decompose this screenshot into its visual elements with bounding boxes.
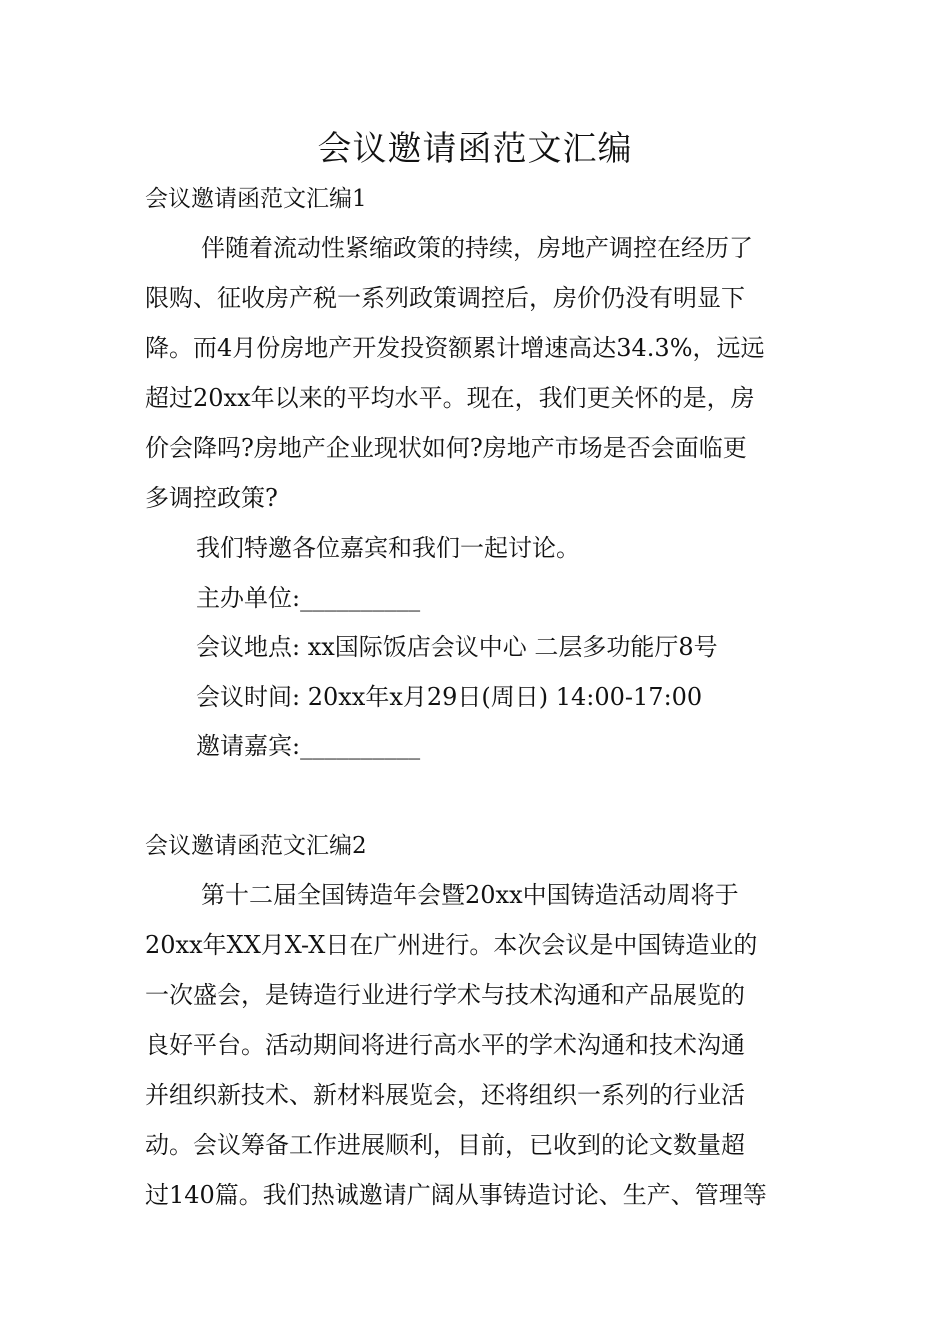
paragraph-line: 限购、征收房产税一系列政策调控后，房价仍没有明显下 <box>145 284 745 312</box>
section-heading-2: 会议邀请函范文汇编2 <box>145 833 367 859</box>
location-field: 会议地点: xx国际饭店会议中心 二层多功能厅8号 <box>196 633 718 661</box>
organizer-field: 主办单位:__________ <box>196 584 421 612</box>
section-1-paragraph <box>145 223 805 523</box>
paragraph-line: 降。而4月份房地产开发投资额累计增速高达34.3%，远远 <box>145 334 765 362</box>
guests-field: 邀请嘉宾:__________ <box>196 732 421 760</box>
paragraph-line: 20xx年XX月X-X日在广州进行。本次会议是中国铸造业的 <box>145 931 758 959</box>
paragraph-line: 一次盛会，是铸造行业进行学术与技术沟通和产品展览的 <box>145 981 745 1009</box>
paragraph-line: 良好平台。活动期间将进行高水平的学术沟通和技术沟通 <box>145 1031 745 1059</box>
section-heading-1: 会议邀请函范文汇编1 <box>145 186 367 212</box>
paragraph-line: 超过20xx年以来的平均水平。现在，我们更关怀的是，房 <box>145 384 755 412</box>
paragraph-line: 多调控政策? <box>145 484 278 512</box>
document-title: 会议邀请函范文汇编 <box>317 129 633 169</box>
paragraph-line: 并组织新技术、新材料展览会，还将组织一系列的行业活 <box>145 1081 745 1109</box>
section-2-paragraph <box>145 870 805 1220</box>
paragraph-line: 第十二届全国铸造年会暨20xx中国铸造活动周将于 <box>201 881 739 909</box>
paragraph-line: 动。会议筹备工作进展顺利，目前，已收到的论文数量超 <box>145 1131 745 1159</box>
time-field: 会议时间: 20xx年x月29日(周日) 14:00-17:00 <box>196 683 703 711</box>
invitation-sentence: 我们特邀各位嘉宾和我们一起讨论。 <box>196 534 580 562</box>
paragraph-line: 过140篇。我们热诚邀请广阔从事铸造讨论、生产、管理等 <box>145 1181 767 1209</box>
paragraph-line: 伴随着流动性紧缩政策的持续，房地产调控在经历了 <box>201 234 753 262</box>
paragraph-line: 价会降吗?房地产企业现状如何?房地产市场是否会面临更 <box>145 434 747 462</box>
